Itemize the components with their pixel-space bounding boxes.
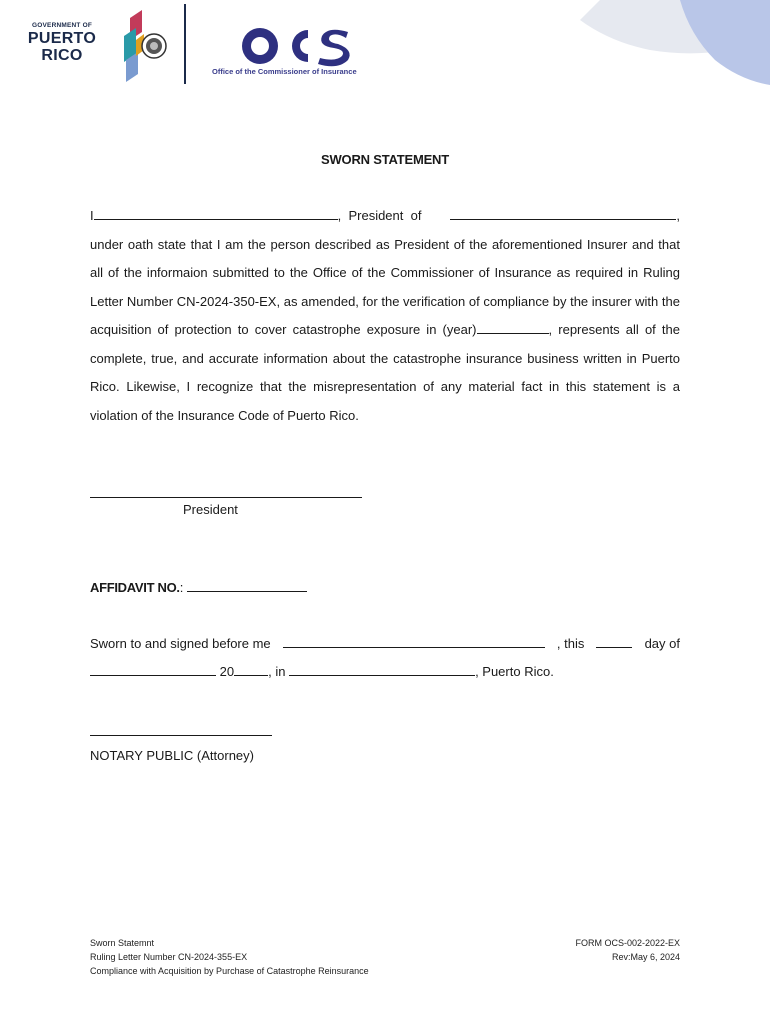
footer-right [575,936,680,964]
day-blank[interactable] [596,634,632,648]
footer-left [90,936,369,978]
sworn-row2 [90,658,680,686]
gov-line1-text: PUERTO [27,30,97,47]
affidavit-number-blank[interactable] [187,578,307,592]
footer-right-line2: Rev:May 6, 2024 [611,952,680,962]
puerto-rico-seal-icon [120,10,170,82]
statement-line1-end: , [676,208,680,223]
sworn-text-6: , Puerto Rico. [475,664,554,679]
name-blank[interactable] [94,206,338,220]
statement-line1 [90,202,680,231]
sworn-section [90,630,680,686]
year-blank[interactable] [477,320,549,334]
sworn-text-4: 20 [219,664,235,679]
affidavit-label: AFFIDAVIT NO. [90,580,180,595]
insurer-blank[interactable] [450,206,676,220]
header-divider [184,4,186,84]
statement-body [90,202,680,430]
footer-left-line1: Sworn Statemnt [90,938,155,948]
sworn-text-3: day of [644,636,680,651]
notary-name-blank[interactable] [283,634,545,648]
gov-line2-text: RICO [41,47,83,64]
statement-paragraph [90,231,680,431]
city-blank[interactable] [289,662,475,676]
header-decoration [540,0,770,95]
footer-right-line1: FORM OCS-002-2022-EX [575,938,680,948]
president-signature-line[interactable] [90,497,362,498]
ocs-subtitle: Office of the Commissioner of Insurance [212,67,357,76]
page-title: SWORN STATEMENT [321,152,449,167]
statement-prefix: I [90,208,94,223]
sworn-text-2: , this [556,636,585,651]
notary-signature-line[interactable] [90,735,272,736]
sworn-row1 [90,630,680,658]
month-blank[interactable] [90,662,216,676]
affidavit-row [90,578,307,595]
statement-mid: , President of [337,208,422,223]
affidavit-colon: : [179,580,184,595]
header-logos [22,4,362,86]
statement-text-after: , represents all of the complete, true, and accurate information about the catastrophe insurance business written in Puerto Rico. Likewise, I recognize that the misrepresentation of any material fact in this statement is a violation of the Insurance Code of Puerto Rico. [90,322,680,423]
footer-left-line3: Compliance with Acquisition by Purchase of Catastrophe Reinsurance [90,966,369,976]
footer-left-line2: Ruling Letter Number CN-2024-355-EX [90,952,248,962]
statement-text: under oath state that I am the person described as President of the aforementioned Insurer and that all of the informaion submitted to the Office of the Commissioner of Insurance as required in Ruling Letter Number CN-2024-350-EX, as amended, for the verification of compliance by the insurer with the acquisition of protection to cover catastrophe exposure in (year) [90,236,680,337]
puerto-rico-logo [22,22,102,64]
sworn-text-5: , in [268,664,286,679]
notary-label: NOTARY PUBLIC (Attorney) [90,748,254,763]
year-suffix-blank[interactable] [234,662,268,676]
president-label: President [183,502,238,517]
sworn-text-1: Sworn to and signed before me [90,636,271,651]
gov-small-text: GOVERNMENT OF [31,22,93,29]
